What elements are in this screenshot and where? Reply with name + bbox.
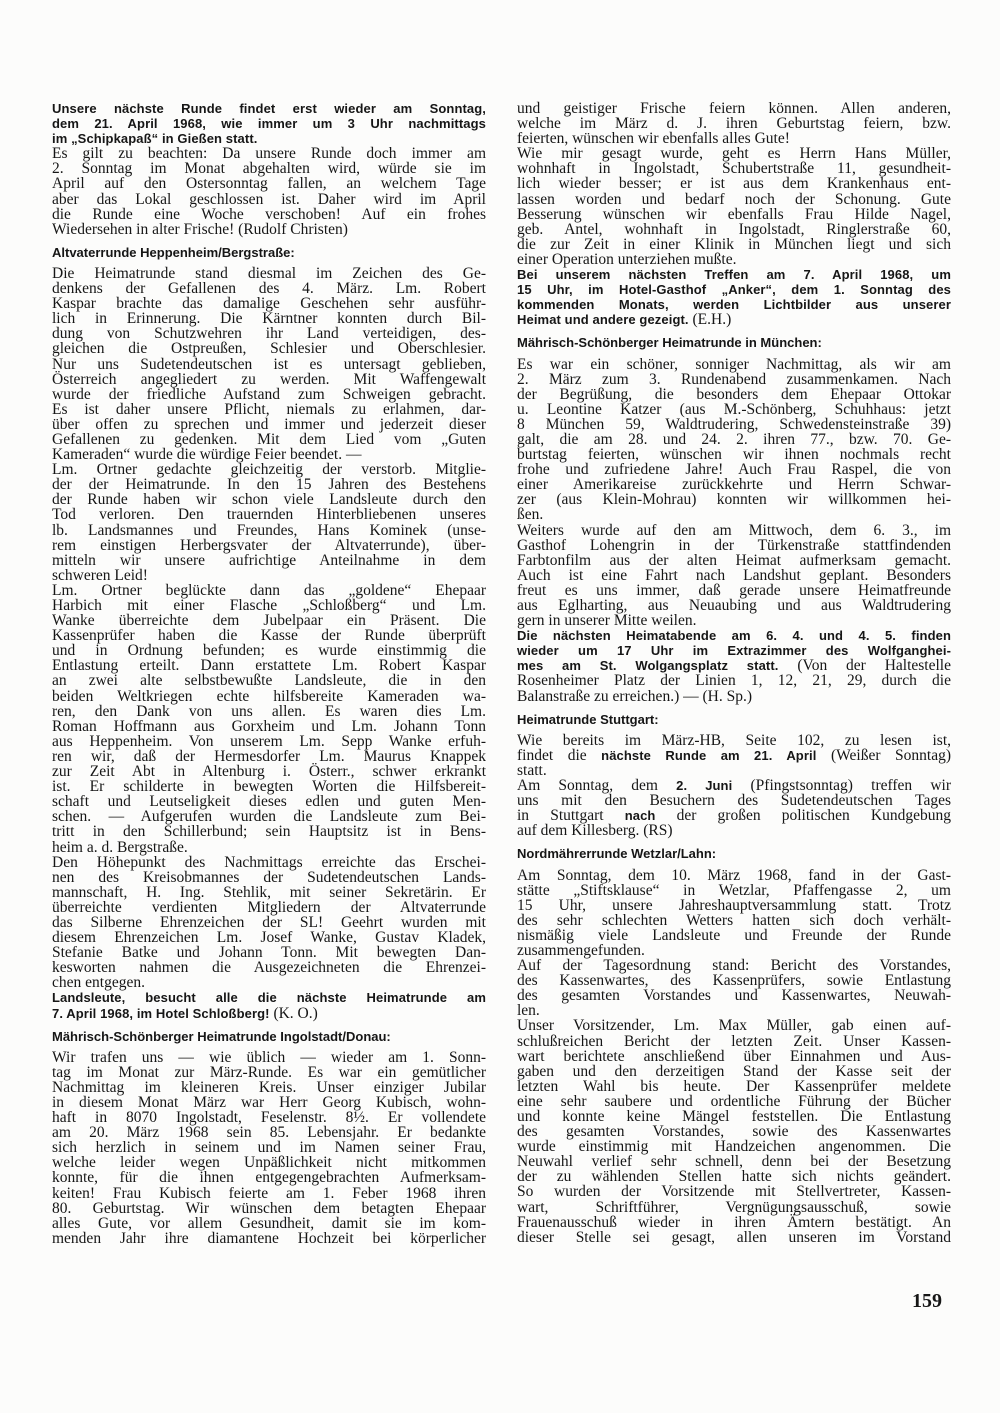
text-line: zur Zeit Abt in Altenburg i. Österr., schwer erkrankt	[52, 763, 486, 781]
text-line: menden Jahr ihre diamantene Hochzeit bei körperlicher	[52, 1229, 486, 1247]
text-line: und geistiger Frische feiern können. Allen anderen,	[517, 100, 951, 117]
text-line: lassen worden und bedarf noch der Schonung. Gute	[517, 190, 951, 208]
text-line: Wiedersehen in alter Frische! (Rudolf Christen)	[52, 220, 348, 238]
text-line: Stefanie Batke und Johann Tonn. Mit bewegten Dan-	[52, 944, 486, 962]
regular-text: in Stuttgart	[517, 807, 625, 825]
text-line: mitteln wir unsere aufrichtige Anteilnahme in dem	[52, 551, 486, 569]
text-line: freut es uns immer, daß gerade unsere Heimatfreunde	[517, 581, 951, 599]
text-line: April auf den Ostersonntag fallen, an welchem Tage	[52, 175, 486, 193]
text-line: über offen zu sprechen und immer und jederzeit dieser	[52, 415, 486, 433]
text-line: Die Heimatrunde stand diesmal im Zeichen des Ge-	[52, 264, 486, 282]
text-line	[517, 748, 951, 763]
text-line: einer Amerikareise zurückkehrte und Herrn Schwar-	[517, 476, 951, 494]
text-line: in diesem Monat März war Herr Georg Kubisch, wohn-	[52, 1094, 486, 1111]
text-line: Kameraden“ wurde die würdige Feier beendet. —	[52, 446, 362, 464]
text-line: die zur Zeit in einer Klinik in München liegt und sich	[517, 235, 951, 253]
text-line: wurde der friedliche Aufstand zum Schweigen gebracht.	[52, 385, 486, 403]
text-line: mannschaft, H. Ing. Stehlik, mit seiner Sekretärin. Er	[52, 883, 486, 901]
text-line: galt, die am 28. und 24. 2. ihren 77., bzw. 70. Ge-	[517, 430, 951, 448]
bold-text: nächste Runde am 21. April	[601, 747, 817, 763]
text-line: des gesamten Vorstandes und Kassenwartes, Neuwah-	[517, 987, 951, 1005]
section-heading: Mährisch-Schönberger Heimatrunde Ingolstadt/Donau:	[52, 1028, 391, 1044]
text-line: der Runde haben wir schon viele Landsleute durch den	[52, 491, 486, 509]
text-line: Frauenausschuß wieder in ihren Ämtern bestätigt. An	[517, 1213, 951, 1231]
paragraph	[52, 266, 486, 462]
text-line: ist. Er schilderte in bewegten Worten die Hilfsbereit-	[52, 778, 486, 796]
section-heading: Heimatrunde Stuttgart:	[517, 711, 659, 727]
text-line: einer Operation unterziehen mußte.	[517, 250, 737, 268]
text-line: Es ist daher unsere Pflicht, niemals zu erlahmen, dar-	[52, 400, 486, 418]
paragraph	[517, 778, 951, 838]
text-line: stätte „Stiftsklause“ in Wetzlar, Pfaffengasse 2, um	[517, 881, 951, 899]
text-line: frohe und zufriedene Jahre! Auch Frau Raspel, die von	[517, 461, 951, 479]
paragraph	[52, 462, 486, 583]
regular-text: (Weißer Sonntag)	[816, 746, 952, 764]
text-line: Gasthof Lohengrin in der Türkenstraße stattfindenden	[517, 536, 951, 554]
regular-text: Rosenheimer Platz der Linien 1, 12, 21, 29, durch die	[517, 672, 951, 690]
text-line: Auf der Tagesordnung stand: Bericht des Vorstandes,	[517, 957, 951, 975]
regular-text: (K. O.)	[269, 1004, 318, 1022]
regular-text: (E.H.)	[688, 311, 732, 329]
left-column	[52, 101, 486, 1246]
text-line: Nur uns Sudetendeutschen ist es untersagt geblieben,	[52, 355, 486, 373]
text-line: Auch ist eine Fahrt nach Landshut geplant. Besonders	[517, 566, 951, 584]
regular-text: Am Sonntag, dem	[517, 777, 677, 795]
text-line: denkens der Gefallenen des 4. März. Lm. Robert	[52, 280, 486, 298]
text-line: Nachmittag im kleineren Kreis. Unser einziger Jubilar	[52, 1078, 486, 1096]
regular-text: findet die	[517, 746, 602, 764]
text-line: lb. Landsmannes und Freundes, Hans Kominek (unse-	[52, 521, 486, 539]
bold-text: Heimat und andere gezeigt.	[517, 312, 689, 328]
text-line: diesem Ehrenzeichen Lm. Josef Wanke, Gustav Kladek,	[52, 929, 486, 947]
text-line: alles Gute, vor allem Gesundheit, damit sie im kom-	[52, 1214, 486, 1232]
text-line: rem einstigen Herbergsvater der Altvaterrunde), über-	[52, 536, 486, 554]
text-line: Den Höhepunkt des Nachmittags erreichte das Erschei-	[52, 853, 486, 871]
text-line	[517, 808, 951, 823]
paragraph	[517, 958, 951, 1018]
text-line: chen entgegen.	[52, 974, 145, 992]
bold-text: nach	[624, 808, 656, 824]
text-line	[517, 673, 951, 688]
paragraph	[517, 146, 951, 267]
text-line: Lm. Ortner gedachte gleichzeitig der verstorb. Mitglie-	[52, 461, 486, 479]
text-line: welche im März d. J. ihren Geburtstag feiern, bzw.	[517, 115, 951, 133]
text-line	[52, 1006, 486, 1021]
text-line: wieder um 17 Uhr im Extrazimmer des Wolfganghei-	[517, 643, 951, 659]
text-line: u. Leontine Katzer (aus M.-Schönberg, Schuhhaus: jetzt	[517, 400, 951, 418]
text-line: ßen.	[517, 506, 544, 524]
text-line: Tod verloren. Den trauernden Hinterbliebenen unseres	[52, 506, 486, 524]
text-line: das Silberne Ehrenzeichen der SL! Geehrt wurden mit	[52, 913, 486, 931]
text-line: wart berichtete anschließend über Einnahmen und Aus-	[517, 1047, 951, 1065]
text-line: welche leider wegen Unpäßlichkeit nicht mitkommen	[52, 1154, 486, 1172]
text-line: und in Ordnung befunden; es wurde einstimmig die	[52, 642, 486, 660]
text-line: im „Schipkapaß“ in Gießen statt.	[52, 131, 258, 147]
text-line: dieser Stelle sei gesagt, allen unseren im Vorstand	[517, 1228, 951, 1246]
text-line: des sehr schlechten Wetters hatten sich doch verhält-	[517, 911, 951, 929]
text-line: statt.	[517, 761, 547, 779]
text-line: schlußreichen Bericht der letzten Zeit. Unser Kassen-	[517, 1032, 951, 1050]
text-line: nismäßig viele Landsleute und Freunde der Runde	[517, 926, 951, 944]
paragraph	[517, 733, 951, 778]
paragraph	[517, 1018, 951, 1244]
text-line: lich wieder besser; er ist aus dem Krankenhaus ent-	[517, 175, 951, 193]
paragraph	[52, 1050, 486, 1246]
text-line: Unsere nächste Runde findet erst wieder am Sonntag,	[52, 101, 486, 116]
bold-paragraph	[52, 101, 486, 146]
text-line: dem 21. April 1968, wie immer um 3 Uhr nachmittags	[52, 116, 486, 132]
text-line: kommenden Monats, werden Lichtbilder aus unserer	[517, 297, 951, 313]
paragraph	[52, 855, 486, 991]
text-line: auf dem Killesberg. (RS)	[517, 822, 673, 840]
text-line: len.	[517, 1002, 540, 1020]
text-line: Die nächsten Heimatabende am 6. 4. und 4. 5. finden	[517, 628, 951, 644]
regular-text: der großen politischen Kundgebung	[655, 807, 951, 825]
text-line: 80. Geburtstag. Wir wünschen dem betagten Ehepaar	[52, 1199, 486, 1217]
text-line: Farbtonfilm aus der alten Heimat aufmerksam gemacht.	[517, 551, 951, 569]
text-line: So wurden der Vorsitzende mit Stellvertreter, Kassen-	[517, 1183, 951, 1201]
paragraph	[517, 868, 951, 959]
text-line: Unser Vorsitzender, Lm. Max Müller, gab einen auf-	[517, 1017, 951, 1035]
text-line: lich in Erinnerung. Die Kärntner konnten durch Bil-	[52, 310, 486, 328]
paragraph	[52, 583, 486, 855]
text-line: keiten! Frau Kubisch feierte am 1. Feber 1968 ihren	[52, 1184, 486, 1202]
text-line: wohnhaft in Ingolstadt, Schubertstraße 11, gesundheit-	[517, 160, 951, 178]
text-line: ren, den Dank von uns allen. Es waren dies Lm.	[52, 702, 486, 720]
regular-text: Balanstraße zu erreichen.) — (H. Sp.)	[517, 687, 752, 705]
text-line: Österreich angegliedert zu werden. Mit Waffengewalt	[52, 370, 486, 388]
section-heading: Altvaterrunde Heppenheim/Bergstraße:	[52, 244, 295, 260]
text-line: beiden Weltkriegen echte hilfsbereite Kameraden wa-	[52, 687, 486, 705]
text-line	[517, 312, 951, 327]
text-line: und konnte keine Mängel feststellen. Die Entlastung	[517, 1108, 951, 1125]
text-line: Weiters wurde auf den am Mittwoch, dem 6. 3., im	[517, 521, 951, 539]
paragraph	[52, 146, 486, 237]
paragraph	[517, 357, 951, 523]
page-number: 159	[912, 1290, 942, 1312]
text-line: schen. — Aufgerufen wurden die Landsleute zum Bei-	[52, 808, 486, 826]
text-line: tritt in den Schillerbund; sein Hauptsitz ist in Bens-	[52, 823, 486, 841]
text-line: gaben und den derzeitigen Stand der Kasse seit der	[517, 1062, 951, 1080]
regular-text: (Pfingstsonntag) treffen wir	[732, 777, 951, 795]
text-line: 2. Sonntag im Monat abgehalten wird, würde sie im	[52, 160, 486, 178]
text-line: schaft und Leutseligkeit dieses edlen und guten Men-	[52, 793, 486, 811]
text-line: Wie mir gesagt wurde, geht es Herrn Hans Müller,	[517, 145, 951, 163]
text-line: zer (aus Klein-Mohrau) konnten wir willkommen hei-	[517, 491, 951, 509]
right-column	[517, 101, 951, 1245]
bold-text: 7. April 1968, im Hotel Schloßberg!	[52, 1005, 270, 1021]
text-line: des gesamten Vorstandes, sowie des Kassenwartes	[517, 1123, 951, 1141]
text-line: am 20. März 1968 sein 85. Lebensjahr. Er bedankte	[52, 1124, 486, 1142]
text-line: Besserung wünschen wir ebenfalls Frau Hilde Nagel,	[517, 205, 951, 223]
text-line: wart, Schriftführer, Vergnügungsausschuß, sowie	[517, 1198, 951, 1216]
text-line: des Kassenwartes, des Kassenprüfers, sowie Entlastung	[517, 972, 951, 990]
text-line: Roman Hoffmann aus Gorxheim und Lm. Johann Tonn	[52, 717, 486, 735]
text-line: der zu wählenden Stellen hatte sich nichts geändert.	[517, 1168, 951, 1186]
text-line: der der Heimatrunde. In den 15 Jahren des Bestehens	[52, 476, 486, 494]
paragraph	[517, 101, 951, 146]
text-line: Lm. Ortner beglückte dann das „goldene“ Ehepaar	[52, 581, 486, 599]
text-line: Wie bereits im März-HB, Seite 102, zu lesen ist,	[517, 731, 951, 749]
text-line: Kassenprüfer haben die Kasse der Runde überprüft	[52, 627, 486, 645]
bold-text: 2. Juni	[676, 778, 733, 794]
text-line: heim a. d. Bergstraße.	[52, 838, 188, 856]
text-line: letzten Wahl bis heute. Der Kassenprüfer meldete	[517, 1077, 951, 1095]
text-line: Kaspar brachte das damalige Geschehen sehr ausführ-	[52, 295, 486, 313]
text-line: dung von Schutzwehren ihr Land verteidigen, des-	[52, 325, 486, 343]
text-line: sich herzlich in seinem und im Namen seiner Frau,	[52, 1139, 486, 1157]
text-line: nen des Kreisobmannes der Sudetendeutschen Lands-	[52, 868, 486, 886]
text-line: Harbich mit einer Flasche „Schloßberg“ und Lm.	[52, 597, 486, 614]
text-line: zusammengefunden.	[517, 941, 645, 959]
text-line: Entlastung erteilt. Dann erstattete Lm. Robert Kaspar	[52, 657, 486, 675]
text-line: geb. Antel, wohnhaft in Ingolstadt, Ringlerstraße 60,	[517, 220, 951, 238]
text-line: kesworten nahmen die Ausgezeichneten die Ehrenzei-	[52, 959, 486, 977]
text-line: Landsleute, besucht alle die nächste Heimatrunde am	[52, 990, 486, 1006]
text-line: Neuwahl verlief sehr schnell, denn bei der Besetzung	[517, 1153, 951, 1171]
text-line: an zwei alte selbstbewußte Landsleute, die in den	[52, 672, 486, 690]
text-line: tag im Monat zur März-Runde. Es war ein gemütlicher	[52, 1063, 486, 1081]
text-line	[517, 658, 951, 673]
text-line: gern in unserer Mitte weilen.	[517, 612, 697, 630]
paragraph	[517, 523, 951, 629]
text-line: burtstag feierten, wünschen wir ihnen nochmals recht	[517, 446, 951, 464]
bold-paragraph	[52, 990, 486, 1020]
text-line: Wir trafen uns — wie üblich — wieder am 1. Sonn-	[52, 1048, 486, 1066]
section-heading: Mährisch-Schönberger Heimatrunde in München:	[517, 335, 822, 351]
text-line: uns mit den Besuchern des Sudetendeutschen Tages	[517, 792, 951, 810]
text-line: haft in 8070 Ingolstadt, Feselenstr. 8½. Er vollendete	[52, 1109, 486, 1127]
text-line: aber das Lokal geschlossen ist. Daher wird im April	[52, 190, 486, 208]
text-line: 2. März zum 3. Rundenabend zusammenkamen. Nach	[517, 370, 951, 388]
text-line: die Runde eine Woche verschoben! Auf ein frohes	[52, 205, 486, 223]
text-line: 8 München 59, Waldtrudering, Schwedensteinstraße 39)	[517, 415, 951, 433]
bold-paragraph	[517, 628, 951, 703]
bold-paragraph	[517, 267, 951, 327]
text-line: aus Eglharting, aus Neuaubing und aus Waldtrudering	[517, 597, 951, 614]
text-line	[517, 778, 951, 793]
text-line: Bei unserem nächsten Treffen am 7. April 1968, um	[517, 267, 951, 283]
text-line: Es gilt zu beachten: Da unsere Runde doch immer am	[52, 145, 486, 163]
text-line: 15 Uhr, unsere Jahreshauptversammlung statt. Trotz	[517, 896, 951, 914]
section-heading: Nordmährerrunde Wetzlar/Lahn:	[517, 846, 717, 862]
text-line: ren wir, daß der Hermesdorfer Lm. Maurus Knappek	[52, 747, 486, 765]
text-line: Am Sonntag, dem 10. März 1968, fand in der Gast-	[517, 866, 951, 884]
text-line: Gefallenen zu gedenken. Mit dem Lied vom „Guten	[52, 430, 486, 448]
text-line	[517, 689, 951, 704]
text-line: feierten, wünschen wir ebenfalls alles Gute!	[517, 130, 790, 148]
text-line: schweren Leid!	[52, 566, 148, 584]
text-line: der Begrüßung, die besonders dem Ehepaar Ottokar	[517, 385, 951, 403]
text-line: Es war ein schöner, sonniger Nachmittag, als wir am	[517, 355, 951, 373]
text-line: eine sehr saubere und ordentliche Führung der Bücher	[517, 1092, 951, 1110]
bold-text: mes am St. Wolgangsplatz statt.	[517, 658, 779, 674]
text-line: gleichen die Ostpreußen, Schlesier und Oberschlesier.	[52, 340, 486, 358]
text-line: konnte, für die ihnen entgegengebrachten Aufmerksam-	[52, 1169, 486, 1187]
text-line: wurde einstimmig mit Handzeichen angenommen. Die	[517, 1138, 951, 1156]
text-line: aus Heppenheim. Von unserem Lm. Sepp Wanke erfuh-	[52, 732, 486, 750]
regular-text: (Von der Haltestelle	[778, 657, 951, 675]
text-line: 15 Uhr, im Hotel-Gasthof „Anker“, dem 1. Sonntag des	[517, 282, 951, 298]
text-line: überreichte verdienten Mitgliedern der Altvaterrunde	[52, 898, 486, 916]
text-line: Wanke überreichte dem Jubelpaar ein Präsent. Die	[52, 612, 486, 630]
